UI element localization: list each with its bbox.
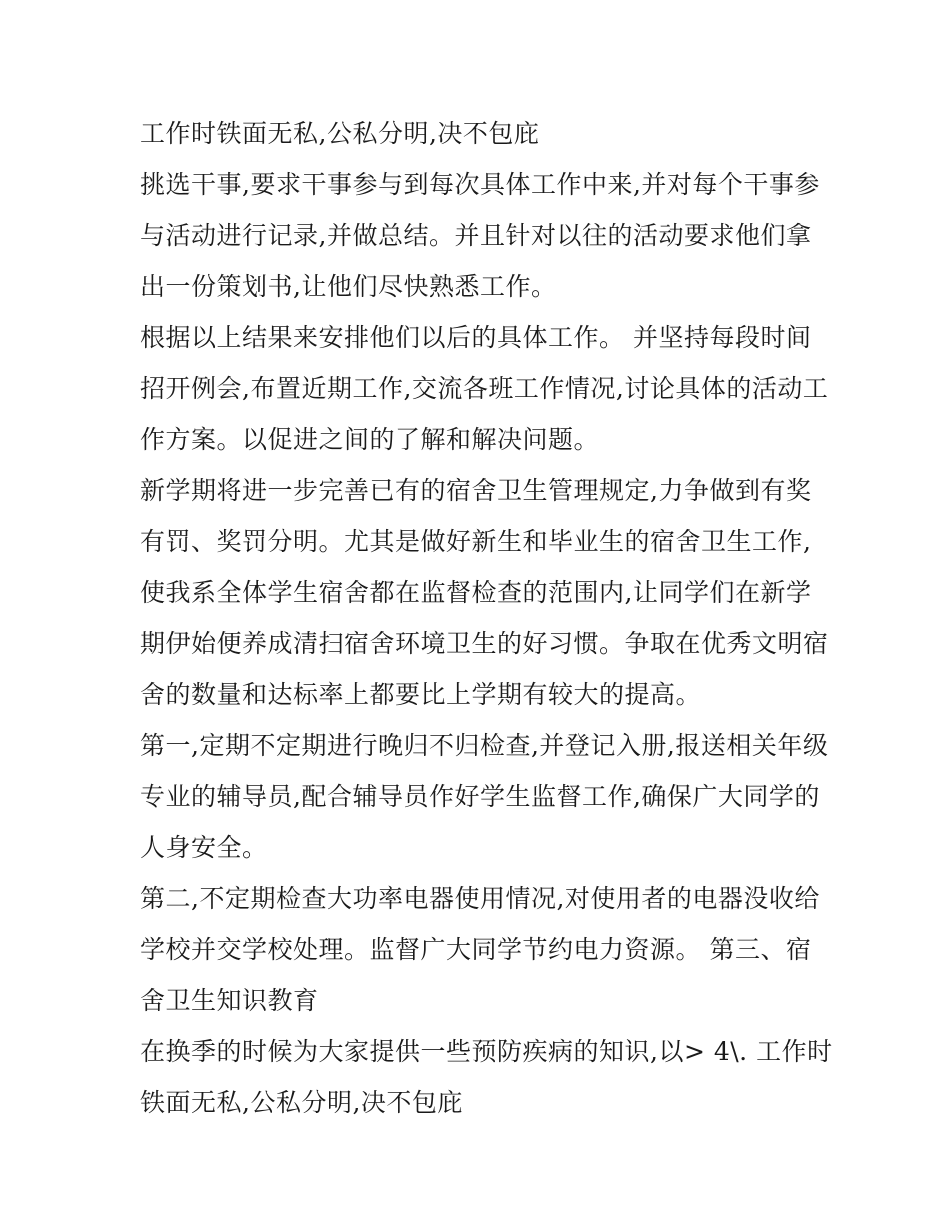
paragraph-5 [140, 720, 829, 873]
paragraph-7 [140, 1026, 833, 1128]
text-line: 第一,定期不定期进行晚归不归检查,并登记入册,报送相关年级 [140, 731, 829, 760]
text-line: 挑选干事,要求干事参与到每次具体工作中来,并对每个干事参 [140, 170, 820, 199]
text-line: 与活动进行记录,并做总结。并且针对以往的活动要求他们拿 [140, 221, 812, 250]
text-line: 舍卫生知识教育 [140, 986, 319, 1015]
text-line: 学校并交学校处理。监督广大同学节约电力资源。 第三、宿 [140, 935, 812, 964]
paragraph-2 [140, 159, 820, 312]
text-line: 人身安全。 [140, 833, 268, 862]
paragraph-1 [140, 108, 820, 159]
text-line: 有罚、奖罚分明。尤其是做好新生和毕业生的宿舍卫生工作, [140, 527, 812, 556]
paragraph-4 [140, 465, 829, 720]
text-line: 根据以上结果来安排他们以后的具体工作。 并坚持每段时间 [140, 323, 812, 352]
text-line: 出一份策划书,让他们尽快熟悉工作。 [140, 272, 557, 301]
text-line: 铁面无私,公私分明,决不包庇 [140, 1088, 463, 1117]
text-line: 使我系全体学生宿舍都在监督检查的范围内,让同学们在新学 [140, 578, 812, 607]
text-line: 第二,不定期检查大功率电器使用情况,对使用者的电器没收给 [140, 884, 820, 913]
text-line: 在换季的时候为大家提供一些预防疾病的知识,以> 4\. 工作时 [140, 1037, 833, 1066]
text-line: 工作时铁面无私,公私分明,决不包庇 [140, 119, 540, 148]
paragraph-3 [140, 312, 829, 465]
text-line: 招开例会,布置近期工作,交流各班工作情况,讨论具体的活动工 [140, 374, 829, 403]
text-line: 专业的辅导员,配合辅导员作好学生监督工作,确保广大同学的 [140, 782, 820, 811]
paragraph-6 [140, 873, 820, 1026]
text-line: 期伊始便养成清扫宿舍环境卫生的好习惯。争取在优秀文明宿 [140, 629, 829, 658]
text-line: 舍的数量和达标率上都要比上学期有较大的提高。 [140, 680, 702, 709]
document-body [140, 108, 833, 1128]
text-line: 作方案。以促进之间的了解和解决问题。 [140, 425, 600, 454]
text-line: 新学期将进一步完善已有的宿舍卫生管理规定,力争做到有奖 [140, 476, 812, 505]
